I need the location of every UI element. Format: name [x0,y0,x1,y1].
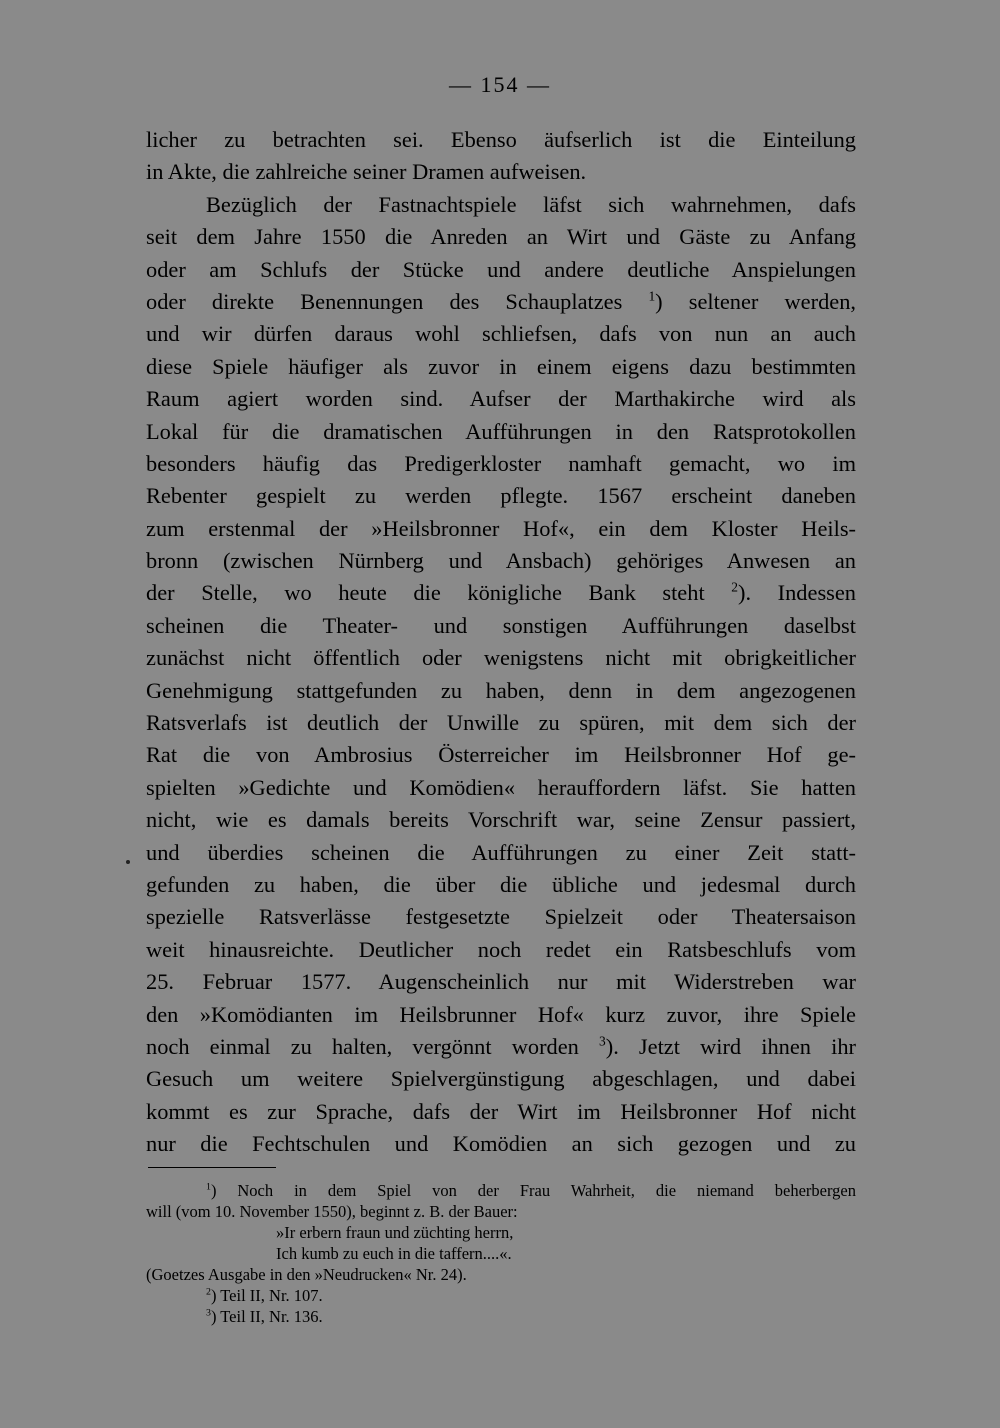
text-line [146,156,856,188]
text-line-continuation: ). Jetzt wird ihnen ihr [605,1033,856,1059]
text-line-content: Rat die von Ambrosius Österreicher im Heilsbronner Hof ge- [146,742,856,768]
text-line-content: in Akte, die zahlreiche seiner Dramen aufweisen. [146,159,587,185]
text-line [146,448,856,480]
text-line-content: oder direkte Benennungen des Schauplatzes [146,288,623,314]
footnote-text: ) Teil II, Nr. 107. [210,1286,323,1305]
print-speck [126,860,130,864]
text-line-content: kommt es zur Sprache, dafs der Wirt im Heilsbronner Hof nicht [146,1098,856,1124]
text-line-content: gefunden zu haben, die über die übliche und jedesmal durch [146,871,856,897]
footnote-line [146,1222,856,1243]
text-line [146,221,856,253]
text-line-content: bronn (zwischen Nürnberg und Ansbach) gehöriges Anwesen an [146,548,856,574]
text-line-content: seit dem Jahre 1550 die Anreden an Wirt und Gäste zu Anfang [146,224,856,250]
text-line-content: 25. Februar 1577. Augenscheinlich nur mit Widerstreben war [146,969,856,995]
footnote-line [146,1201,856,1222]
footnote-text: ) Noch in dem Spiel von der Frau Wahrheit, die niemand beherbergen [210,1181,856,1200]
text-line [146,707,856,739]
text-line-content: spezielle Ratsverlässe festgesetzte Spielzeit oder Theatersaison [146,904,856,930]
text-line [146,545,856,577]
text-line [146,480,856,512]
page-number: — 154 — [449,72,551,97]
text-line [146,837,856,869]
text-line-content: Raum agiert worden sind. Aufser der Marthakirche wird als [146,386,856,412]
text-line-content: licher zu betrachten sei. Ebenso äufserlich ist die Einteilung [146,127,856,152]
text-line-content: Ratsverlafs ist deutlich der Unwille zu spüren, mit dem sich der [146,710,856,736]
text-line-content: und überdies scheinen die Aufführungen zu einer Zeit statt- [146,839,856,865]
footnote-line [146,1180,856,1201]
text-line [146,189,856,221]
text-line [146,1128,856,1160]
text-line [146,416,856,448]
text-line-content: besonders häufig das Predigerkloster namhaft gemacht, wo im [146,450,856,476]
text-line-content: oder am Schlufs der Stücke und andere deutliche Anspielungen [146,256,856,282]
text-line [146,966,856,998]
footnote-divider [148,1167,276,1168]
body-text [146,124,856,1161]
footnote-line [146,1243,856,1264]
footnote-reference[interactable]: 3 [599,1033,606,1049]
text-line [146,383,856,415]
text-line [146,351,856,383]
text-line [146,577,856,609]
text-line [146,934,856,966]
text-line-content: scheinen die Theater- und sonstigen Aufführungen daselbst [146,612,856,638]
text-line [146,1063,856,1095]
text-line-content: zunächst nicht öffentlich oder wenigstens nicht mit obrigkeitlicher [146,645,856,671]
text-line-content: Genehmigung stattgefunden zu haben, denn in dem angezogenen [146,677,856,703]
text-line-continuation: ). Indessen [738,580,857,606]
footnote-reference[interactable]: 2 [731,579,738,595]
footnote-line [146,1285,856,1306]
footnote-marker: 2 [206,1286,211,1298]
text-line [146,286,856,318]
text-line [146,642,856,674]
text-line [146,513,856,545]
footnote-text: will (vom 10. November 1550), beginnt z. B. der Bauer: [146,1202,518,1221]
text-line-content: Bezüglich der Fastnachtspiele läfst sich wahrnehmen, dafs [206,191,856,217]
text-line [146,739,856,771]
footnote-text: »Ir erbern fraun und züchting herrn, [276,1223,514,1242]
footnote-line [146,1306,856,1327]
text-line-content: Lokal für die dramatischen Aufführungen in den Ratsprotokollen [146,418,856,444]
text-line-content: diese Spiele häufiger als zuvor in einem eigens dazu bestimmten [146,353,856,379]
text-line-content: Rebenter gespielt zu werden pflegte. 1567 erscheint daneben [146,483,856,509]
text-line-content: nur die Fechtschulen und Komödien an sich gezogen und zu [146,1131,856,1157]
footnote-line [146,1264,856,1285]
text-line-content: den »Komödianten im Heilsbrunner Hof« kurz zuvor, ihre Spiele [146,1001,856,1027]
text-line [146,124,856,156]
text-line [146,610,856,642]
text-line-content: noch einmal zu halten, vergönnt worden [146,1033,579,1059]
text-line [146,999,856,1031]
text-line [146,318,856,350]
text-line-content: Gesuch um weitere Spielvergünstigung abgeschlagen, und dabei [146,1066,856,1092]
text-line [146,1096,856,1128]
text-line [146,254,856,286]
footnotes [146,1180,856,1327]
text-line-content: nicht, wie es damals bereits Vorschrift war, seine Zensur passiert, [146,807,856,833]
text-line [146,869,856,901]
footnote-reference[interactable]: 1 [648,288,656,304]
text-line-content: und wir dürfen daraus wohl schliefsen, dafs von nun an auch [146,321,856,347]
text-line [146,901,856,933]
text-line-content: der Stelle, wo heute die königliche Bank steht [146,580,705,606]
text-line [146,675,856,707]
text-line-content: zum erstenmal der »Heilsbronner Hof«, ein dem Kloster Heils- [146,515,856,541]
text-line-content: spielten »Gedichte und Komödien« herauffordern läfst. Sie hatten [146,774,856,800]
footnote-text: (Goetzes Ausgabe in den »Neudrucken« Nr. 24). [146,1265,467,1284]
footnote-text: ) Teil II, Nr. 136. [210,1307,323,1326]
text-line [146,804,856,836]
text-line [146,1031,856,1063]
footnote-marker: 3 [206,1307,211,1319]
footnote-marker: 1 [206,1181,211,1193]
footnote-text: Ich kumb zu euch in die taffern....«. [276,1244,512,1263]
text-line-continuation: ) seltener werden, [655,288,856,314]
text-line-content: weit hinausreichte. Deutlicher noch redet ein Ratsbeschlufs vom [146,936,856,962]
text-line [146,772,856,804]
